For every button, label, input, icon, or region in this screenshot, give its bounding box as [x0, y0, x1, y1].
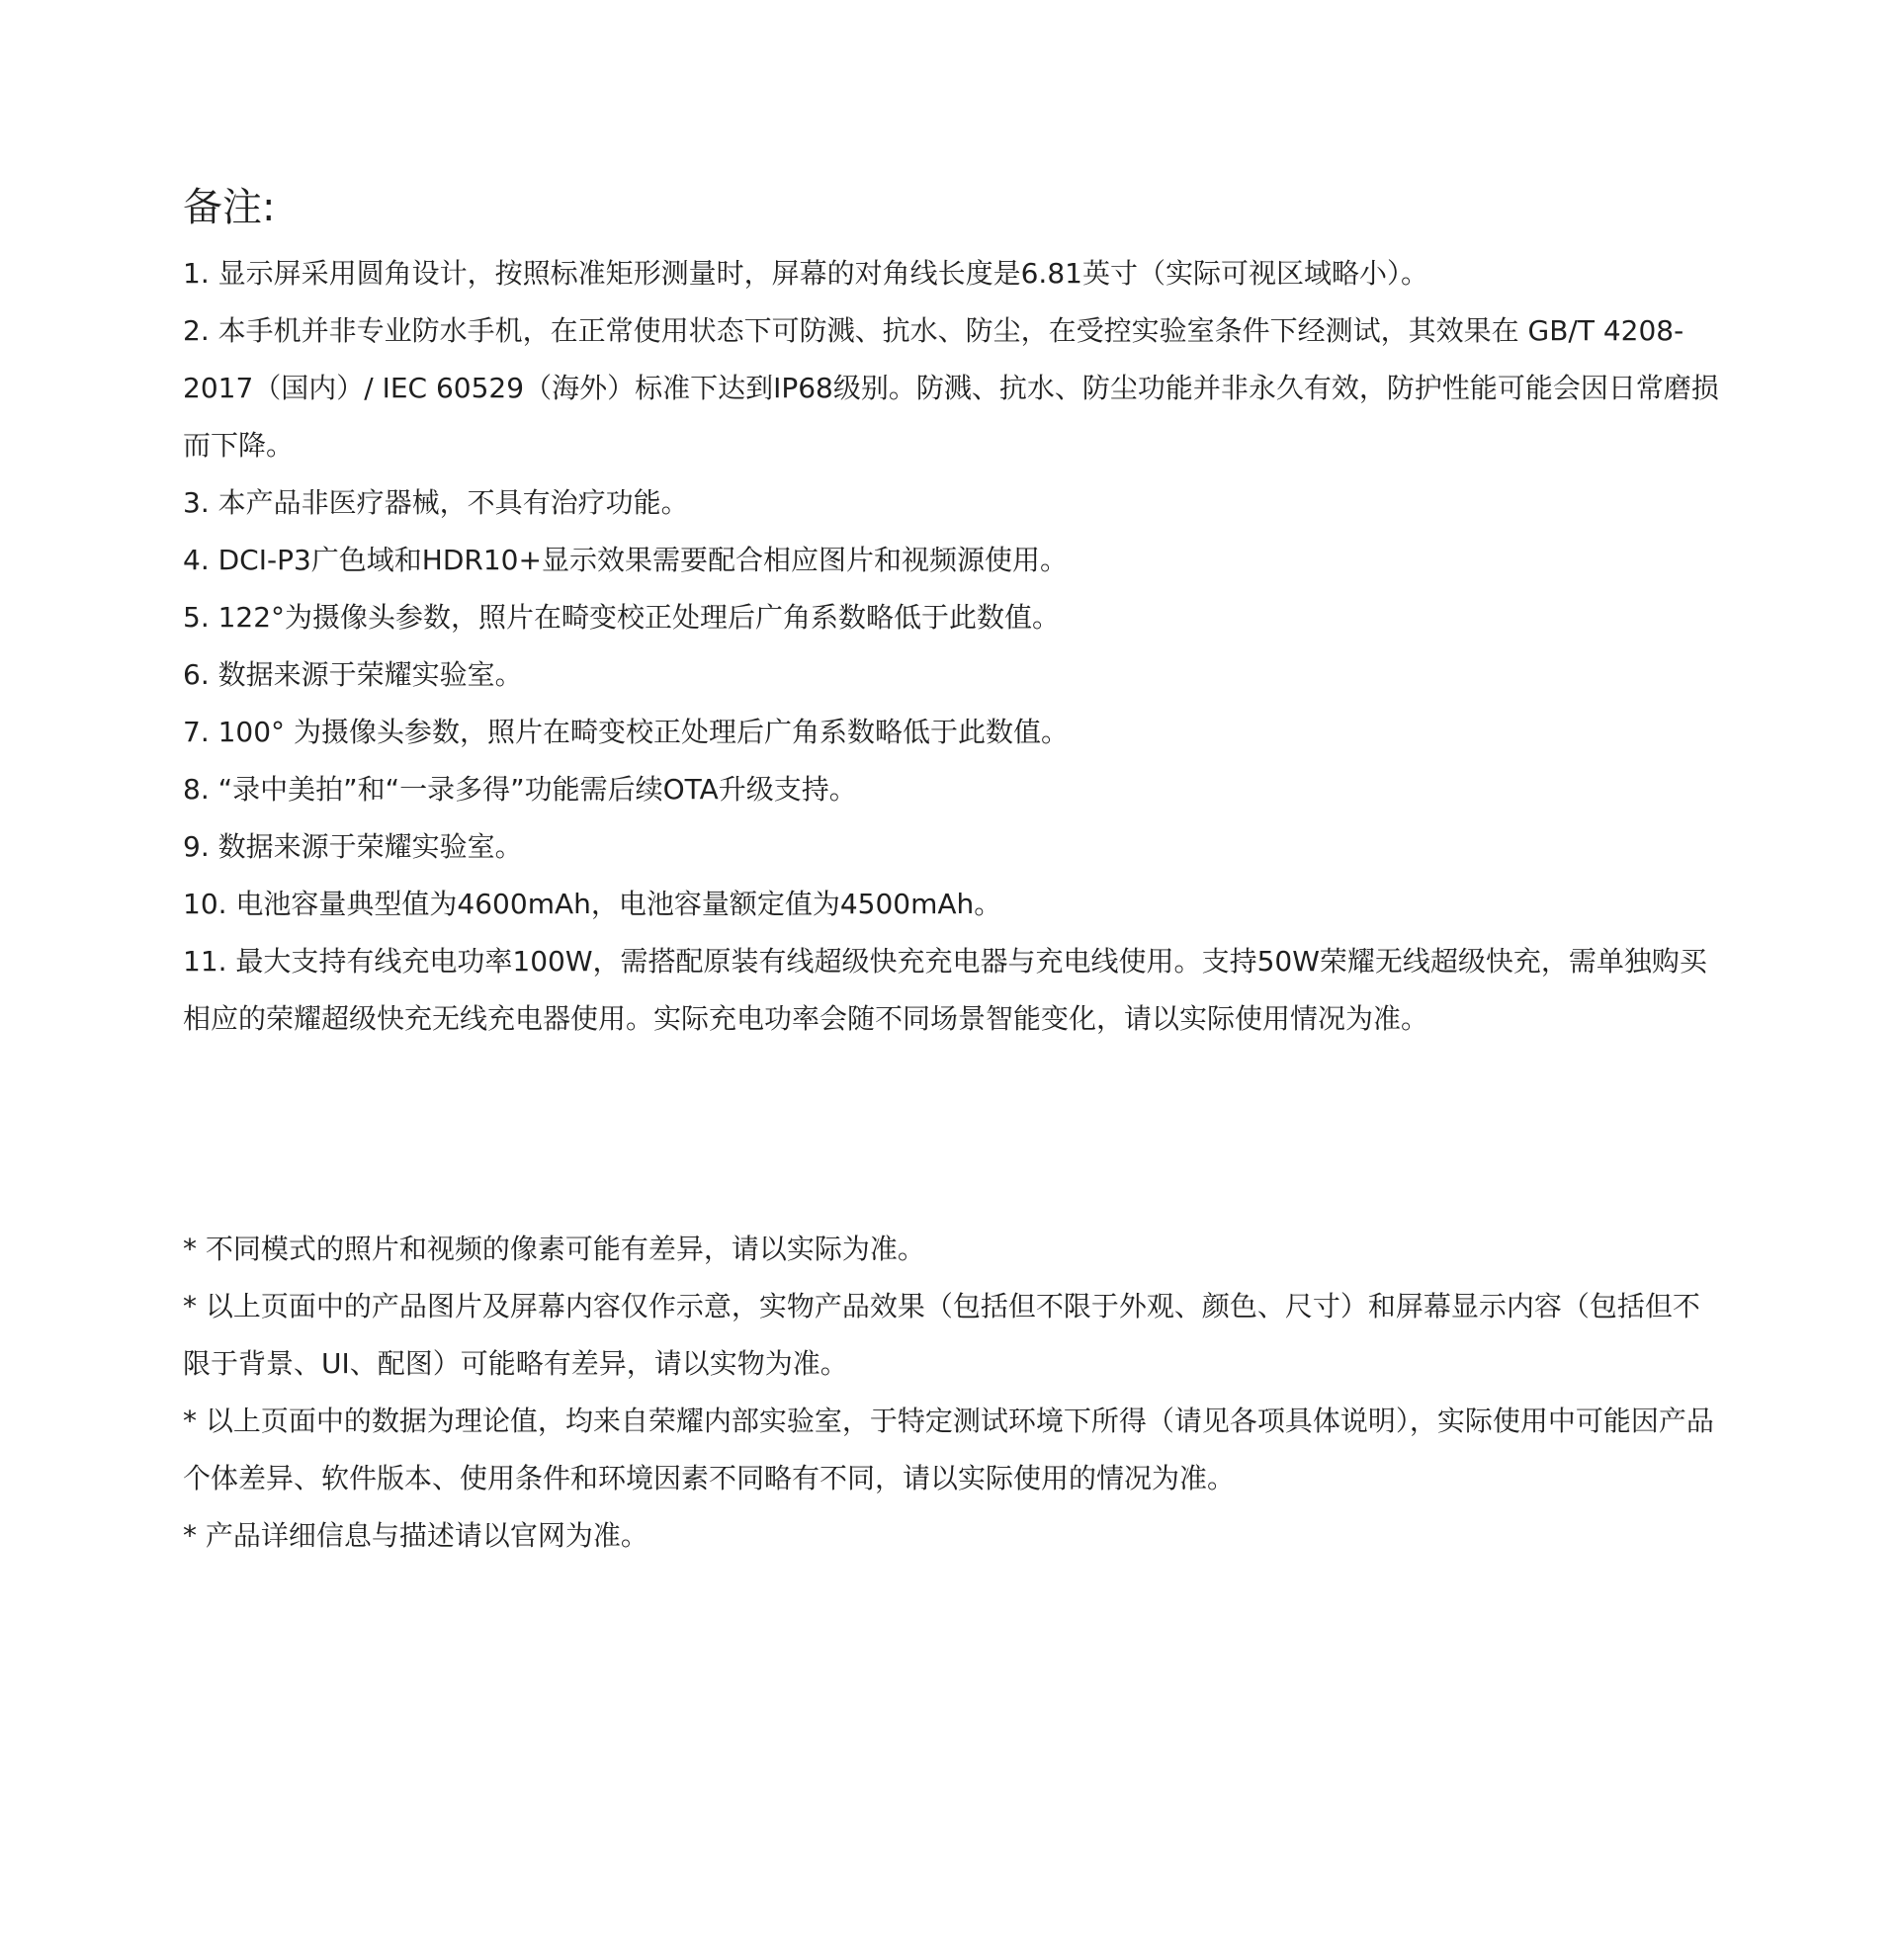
notes-list [183, 245, 1725, 1048]
note-item: 3. 本产品非医疗器械，不具有治疗功能。 [183, 486, 689, 519]
disclaimer-item: * 以上页面中的产品图片及屏幕内容仅作示意，实物产品效果（包括但不限于外观、颜色、尺寸）和屏幕显示内容（包括但不限于背景、UI、配图）可能略有差异，请以实物为准。 [183, 1290, 1700, 1380]
note-item: 6. 数据来源于荣耀实验室。 [183, 658, 523, 691]
notes-title: 备注: [183, 185, 276, 230]
note-item: 1. 显示屏采用圆角设计，按照标准矩形测量时，屏幕的对角线长度是6.81英寸（实际可视区域略小）。 [183, 257, 1428, 290]
disclaimer-item: * 不同模式的照片和视频的像素可能有差异，请以实际为准。 [183, 1233, 925, 1265]
disclaimer-item: * 产品详细信息与描述请以官网为准。 [183, 1519, 648, 1552]
disclaimer-section [183, 1221, 1725, 1565]
note-item: 11. 最大支持有线充电功率100W，需搭配原装有线超级快充充电器与充电线使用。支持50W荣耀无线超级快充，需单独购买相应的荣耀超级快充无线充电器使用。实际充电功率会随不同场景智能变化，请以实际使用情况为准。 [183, 945, 1707, 1035]
note-item: 2. 本手机并非专业防水手机，在正常使用状态下可防溅、抗水、防尘，在受控实验室条件下经测试，其效果在 GB/T 4208-2017（国内）/ IEC 60529（海外）标准下达到IP68级别。防溅、抗水、防尘功能并非永久有效，防护性能可能会因日常磨损而下降。 [183, 314, 1719, 462]
disclaimer-item: * 以上页面中的数据为理论值，均来自荣耀内部实验室，于特定测试环境下所得（请见各项具体说明），实际使用中可能因产品个体差异、软件版本、使用条件和环境因素不同略有不同，请以实际使用的情况为准。 [183, 1405, 1714, 1494]
note-item: 7. 100° 为摄像头参数，照片在畸变校正处理后广角系数略低于此数值。 [183, 716, 1069, 748]
notes-section [183, 180, 1725, 1048]
note-item: 5. 122°为摄像头参数，照片在畸变校正处理后广角系数略低于此数值。 [183, 601, 1061, 634]
note-item: 8. “录中美拍”和“一录多得”功能需后续OTA升级支持。 [183, 773, 857, 806]
note-item: 9. 数据来源于荣耀实验室。 [183, 830, 523, 863]
note-item: 4. DCI-P3广色域和HDR10+显示效果需要配合相应图片和视频源使用。 [183, 544, 1068, 576]
note-item: 10. 电池容量典型值为4600mAh，电池容量额定值为4500mAh。 [183, 888, 1002, 920]
